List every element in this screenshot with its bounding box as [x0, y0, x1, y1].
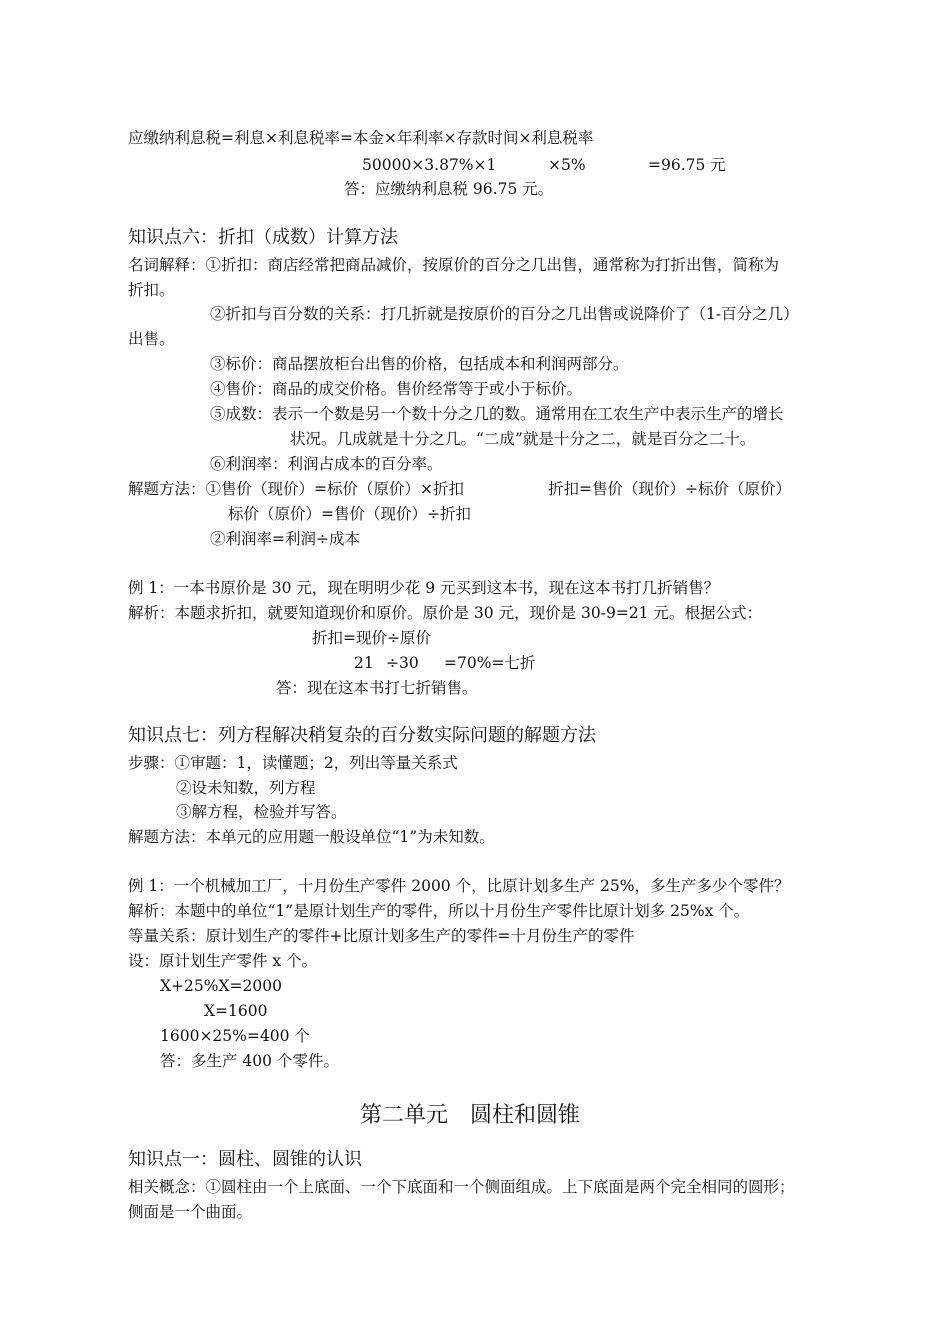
definition-line: 出售。: [128, 330, 175, 348]
step-line: 步骤：①审题：1，读懂题；2，列出等量关系式: [128, 754, 458, 772]
example-analysis: 解析：本题中的单位“1”是原计划生产的零件，所以十月份生产零件比原计划多 25%x 个。: [128, 902, 750, 920]
calc-part-2: ÷30: [386, 654, 419, 672]
method-line: 折扣=售价（现价）÷标价（原价）: [548, 480, 791, 498]
concept-line: 相关概念：①圆柱由一个上底面、一个下底面和一个侧面组成。上下底面是两个完全相同的圆形；: [128, 1178, 795, 1196]
calc-part-2: ×5%: [548, 156, 586, 174]
definition-line: ③标价：商品摆放柜台出售的价格，包括成本和利润两部分。: [210, 355, 629, 373]
definition-line: 名词解释：①折扣：商店经常把商品减价，按原价的百分之几出售，通常称为打折出售，简称为: [128, 256, 780, 274]
method-line: ②利润率=利润÷成本: [210, 530, 360, 548]
answer-line: 答：现在这本书打七折销售。: [276, 679, 478, 697]
method-line: 解题方法：①售价（现价）=标价（原价）×折扣: [128, 480, 464, 498]
method-line: 标价（原价）=售价（现价）÷折扣: [228, 505, 471, 523]
definition-line: ⑤成数：表示一个数是另一个数十分之几的数。通常用在工农生产中表示生产的增长: [210, 405, 784, 423]
calc-part-1: 21: [354, 654, 374, 672]
calc-part-3: =70%=七折: [444, 654, 536, 672]
definition-line: 状况。几成就是十分之几。“二成”就是十分之二，就是百分之二十。: [290, 430, 756, 448]
equation-step: X=1600: [204, 1002, 268, 1020]
definition-line: 折扣。: [128, 281, 175, 299]
equation-step: X+25%X=2000: [160, 977, 282, 995]
concept-line: 侧面是一个曲面。: [128, 1203, 253, 1221]
unit-heading: 第二单元 圆柱和圆锥: [360, 1103, 581, 1128]
example-question: 例 1：一个机械加工厂，十月份生产零件 2000 个，比原计划多生产 25%，多生产多少个零件？: [128, 877, 790, 895]
definition-line: ②折扣与百分数的关系：打几折就是按原价的百分之几出售或说降价了（1-百分之几）: [210, 305, 799, 323]
definition-line: ⑥利润率：利润占成本的百分率。: [210, 455, 443, 473]
formula-line: 折扣=现价÷原价: [312, 629, 431, 647]
section-heading-6: 知识点六：折扣（成数）计算方法: [128, 227, 398, 248]
interest-tax-formula: 应缴纳利息税=利息×利息税率=本金×年利率×存款时间×利息税率: [128, 129, 594, 147]
equation-step: 1600×25%=400 个: [160, 1027, 310, 1045]
definition-line: ④售价：商品的成交价格。售价经常等于或小于标价。: [210, 380, 583, 398]
answer-line: 答：应缴纳利息税 96.75 元。: [344, 180, 554, 198]
calc-part-3: =96.75 元: [648, 156, 726, 174]
section-heading-7: 知识点七：列方程解决稍复杂的百分数实际问题的解题方法: [128, 725, 596, 746]
answer-line: 答：多生产 400 个零件。: [160, 1052, 339, 1070]
section-heading-1: 知识点一：圆柱、圆锥的认识: [128, 1149, 362, 1170]
equation-relation: 等量关系：原计划生产的零件+比原计划多生产的零件=十月份生产的零件: [128, 927, 635, 945]
step-line: ③解方程，检验并写答。: [176, 803, 347, 821]
example-analysis: 解析：本题求折扣，就要知道现价和原价。原价是 30 元，现价是 30-9=21 元。根据公式：: [128, 604, 762, 622]
method-line: 解题方法：本单元的应用题一般设单位“1”为未知数。: [128, 828, 495, 846]
unknown-assumption: 设：原计划生产零件 x 个。: [128, 952, 318, 970]
calc-part-1: 50000×3.87%×1: [362, 156, 497, 174]
example-question: 例 1：一本书原价是 30 元，现在明明少花 9 元买到这本书，现在这本书打几折销售？: [128, 579, 720, 597]
step-line: ②设未知数，列方程: [176, 779, 316, 797]
